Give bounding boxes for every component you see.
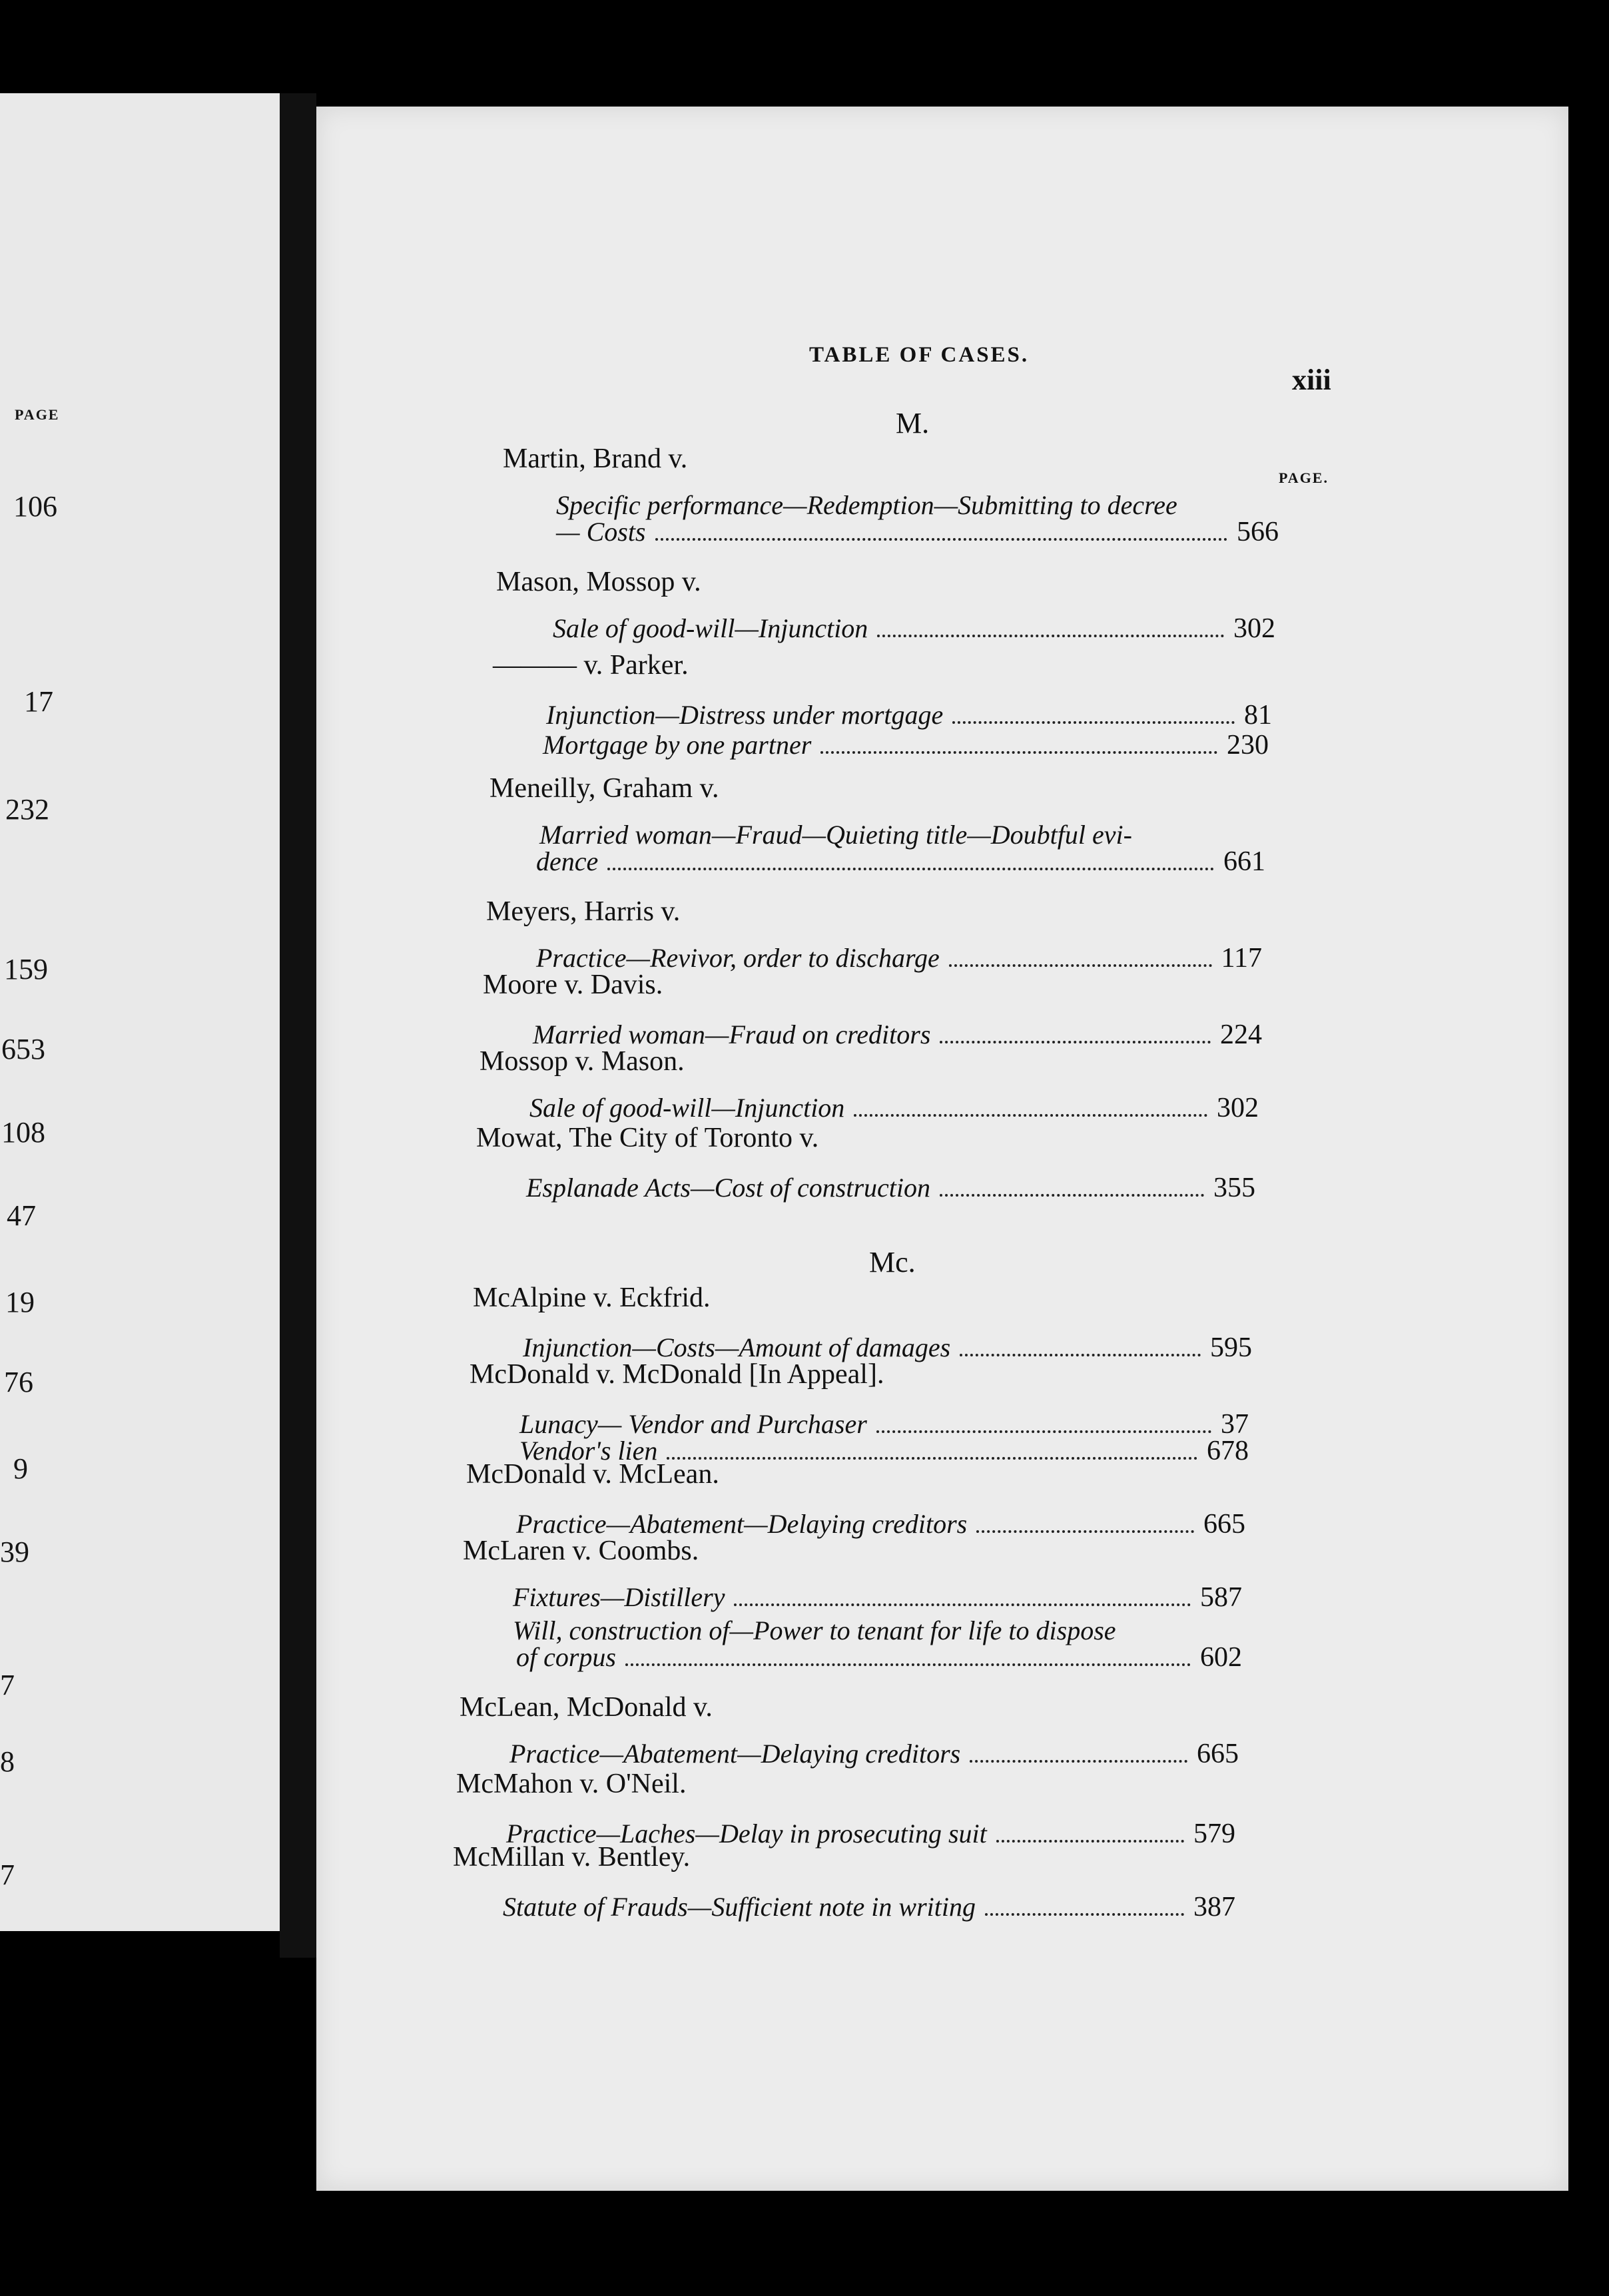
facing-page-number: 108 [1, 1116, 45, 1149]
case-name: McMahon v. O'Neil. [456, 1769, 687, 1799]
dot-leader [667, 1457, 1197, 1460]
case-name: McLaren v. Coombs. [463, 1536, 699, 1566]
facing-page-number: 76 [4, 1366, 33, 1398]
dot-leader [976, 1530, 1194, 1533]
facing-page-number: 17 [24, 685, 53, 718]
page-number: 302 [1217, 1093, 1259, 1123]
dot-leader [970, 1760, 1187, 1763]
page-number: 224 [1220, 1019, 1262, 1050]
dot-leader [655, 538, 1228, 541]
case-name: ——— v. Parker. [493, 650, 689, 681]
subject-text: Mortgage by one partner [543, 730, 812, 760]
page-number: 302 [1233, 613, 1275, 644]
page-number: 81 [1244, 700, 1272, 730]
page-number: 595 [1210, 1332, 1252, 1363]
subject-text: Injunction—Costs—Amount of damages [523, 1332, 951, 1362]
facing-page-number: 159 [4, 953, 48, 986]
subject-text: Practice—Abatement—Delaying creditors [509, 1739, 961, 1769]
page-number: 355 [1213, 1173, 1255, 1203]
facing-page-number: 19 [5, 1286, 35, 1318]
facing-page-number: 7 [0, 1669, 15, 1701]
facing-page-header: PAGE [15, 406, 60, 423]
subject-text: Specific performance—Redemption—Submitting to decree [556, 490, 1177, 520]
dot-leader [877, 635, 1224, 637]
page-number: 579 [1193, 1819, 1235, 1849]
subject-text: Practice—Laches—Delay in prosecuting suit [506, 1819, 987, 1849]
page-number: 117 [1221, 943, 1262, 974]
subject-line [553, 613, 1275, 645]
subject-line [509, 1738, 1239, 1770]
facing-page-number: 232 [5, 793, 49, 826]
case-name: McMillan v. Bentley. [453, 1842, 691, 1872]
facing-page-number: 8 [0, 1745, 15, 1778]
page-number: 587 [1200, 1582, 1242, 1613]
case-name: Meneilly, Graham v. [489, 773, 719, 804]
subject-text: Lunacy— Vendor and Purchaser [519, 1409, 867, 1439]
subject-text: Statute of Frauds—Sufficient note in writing [503, 1892, 976, 1922]
facing-page-number: 39 [0, 1536, 29, 1568]
dot-leader [820, 751, 1217, 754]
subject-text: Fixtures—Distillery [513, 1582, 725, 1612]
subject-text: Married woman—Fraud on creditors [533, 1019, 931, 1049]
subject-text: Sale of good-will—Injunction [553, 613, 868, 643]
dot-leader [876, 1430, 1211, 1433]
page-number: 665 [1203, 1509, 1245, 1540]
case-name: McLean, McDonald v. [460, 1692, 713, 1723]
document-page [316, 107, 1568, 2191]
facing-page-number: 47 [7, 1199, 36, 1232]
dot-leader [940, 1194, 1204, 1197]
subject-line [536, 846, 1265, 878]
subject-text: Sale of good-will—Injunction [529, 1093, 845, 1123]
dot-leader [625, 1663, 1191, 1666]
facing-page-number: 9 [13, 1452, 28, 1485]
section-heading-mc: Mc. [869, 1246, 916, 1279]
page-gutter [280, 93, 316, 1958]
subject-line [516, 1641, 1242, 1673]
dot-leader [854, 1114, 1207, 1117]
subject-text: Esplanade Acts—Cost of construction [526, 1173, 931, 1203]
page-number: 602 [1200, 1642, 1242, 1673]
subject-line [546, 699, 1272, 731]
case-name: McDonald v. McDonald [In Appeal]. [470, 1359, 884, 1390]
subject-line [503, 1891, 1235, 1923]
running-title: TABLE OF CASES. [809, 343, 1030, 367]
page-number: 678 [1207, 1436, 1249, 1466]
facing-page-number: 7 [0, 1859, 15, 1891]
subject-line [529, 1092, 1259, 1124]
subject-text: Will, construction of—Power to tenant for life to dispose [513, 1615, 1116, 1645]
facing-page [0, 93, 282, 1931]
subject-line [526, 1172, 1255, 1204]
dot-leader [607, 868, 1214, 870]
page-number: 665 [1197, 1739, 1239, 1769]
dot-leader [940, 1041, 1211, 1043]
dot-leader [960, 1354, 1201, 1356]
subject-text: Injunction—Distress under mortgage [546, 700, 944, 730]
case-name: Mason, Mossop v. [496, 567, 701, 597]
page-number: 37 [1221, 1409, 1249, 1440]
subject-text: Married woman—Fraud—Quieting title—Doubtful evi- [539, 820, 1132, 850]
subject-text: of corpus [516, 1642, 616, 1672]
facing-page-number: 653 [1, 1033, 45, 1065]
dot-leader [996, 1840, 1184, 1843]
dot-leader [952, 721, 1235, 724]
subject-text: Practice—Revivor, order to discharge [536, 943, 940, 973]
page-column-label: PAGE. [1279, 469, 1329, 486]
case-name: Meyers, Harris v. [486, 896, 681, 927]
facing-page-number: 106 [13, 490, 57, 523]
page-number: 566 [1237, 517, 1279, 547]
subject-text: dence [536, 846, 599, 876]
subject-line [543, 729, 1269, 761]
subject-line [556, 516, 1279, 548]
case-name: Mowat, The City of Toronto v. [476, 1123, 819, 1153]
subject-text: Practice—Abatement—Delaying creditors [516, 1509, 968, 1539]
case-name: Mossop v. Mason. [480, 1046, 685, 1077]
case-name: McAlpine v. Eckfrid. [473, 1283, 711, 1313]
case-name: McDonald v. McLean. [466, 1459, 719, 1490]
case-name: Moore v. Davis. [483, 970, 663, 1000]
subject-text: — Costs [556, 517, 646, 547]
page-number: 387 [1193, 1892, 1235, 1922]
page-number: 230 [1227, 730, 1269, 760]
dot-leader [949, 964, 1212, 967]
case-name: Martin, Brand v. [503, 443, 688, 474]
dot-leader [734, 1603, 1191, 1606]
subject-text: Vendor's lien [519, 1436, 658, 1466]
page-folio: xiii [1292, 364, 1331, 396]
page-number: 661 [1223, 846, 1265, 877]
subject-line [513, 1581, 1242, 1613]
section-heading-m: M. [896, 407, 930, 439]
dot-leader [985, 1913, 1184, 1916]
